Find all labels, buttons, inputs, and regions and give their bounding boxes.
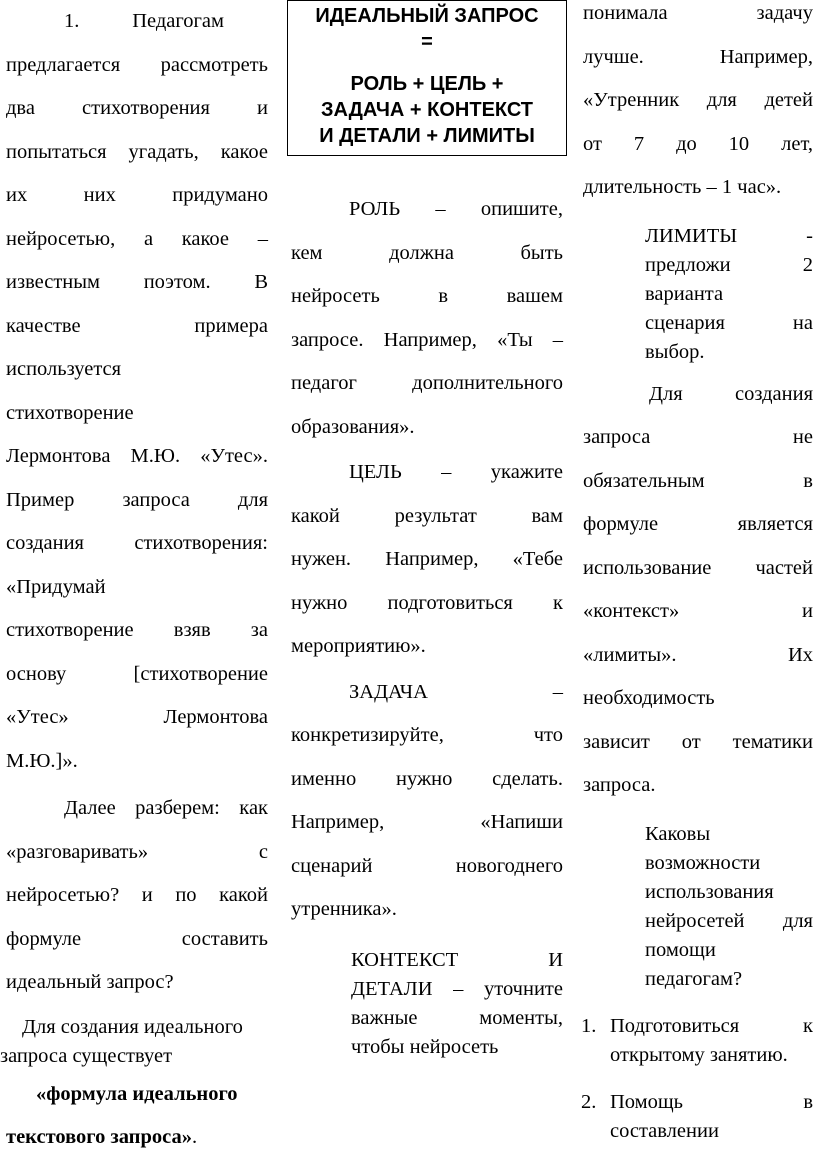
text-line: Подготовиться к [610,1014,813,1037]
text-line: Помощь в [610,1090,813,1113]
text-line: известным поэтом. В [6,271,268,293]
text-line: «Придумай [6,575,106,598]
text-line: возможности [645,851,761,874]
text-line: нейросетей для [645,909,813,932]
paragraph-formula-intro [0,1013,268,1071]
text-line: выбор. [645,340,705,363]
text-line: кем должна быть [291,241,563,264]
column-2 [291,0,563,1062]
text-line: качестве примера [6,314,268,337]
text-line: формуле является [583,513,813,535]
text-line: стихотворение взяв за [6,619,268,641]
text-line: педагог дополнительного [291,372,563,394]
text-line: помощи [645,938,716,961]
text-line: чтобы нейросеть [351,1035,499,1058]
text-line: Лермонтова М.Ю. «Утес». [6,445,268,467]
text-line: «Утес» Лермонтова [6,706,268,728]
text-line: утренника». [291,898,397,920]
paragraph-context-continued [583,0,813,210]
text-line: варианта [645,282,724,305]
text-line: Например, «Напиши [291,811,563,833]
text-line: именно нужно сделать. [291,767,563,790]
formula-line: И ДЕТАЛИ + ЛИМИТЫ [319,125,535,147]
text-line: «разговаривать» с [6,840,268,863]
column-3 [583,0,813,1146]
text-line: создания стихотворения: [6,532,268,554]
text-line: запроса. [583,774,656,796]
text-line: зависит от тематики [583,730,813,753]
text-line: запроса существует [0,1044,173,1067]
text-punct: . [192,1126,198,1148]
paragraph-role [291,188,563,449]
text-line: какой результат вам [291,504,563,527]
text-line: идеальный запрос? [6,971,174,993]
text-line: Для создания идеального [22,1015,243,1038]
bold-text: текстового запроса» [6,1126,192,1148]
text-line: М.Ю.]». [6,749,78,772]
text-line: РОЛЬ – опишите, [349,198,563,220]
text-line: использования [645,880,774,903]
paragraph-goal [291,451,563,669]
text-line: Каковы [645,822,711,845]
text-line: стихотворение [6,401,134,424]
formula-title: ИДЕАЛЬНЫЙ ЗАПРОС [315,5,539,27]
paragraph-context [291,946,563,1062]
paragraph-note [583,373,813,808]
paragraph-first-line [6,0,268,44]
text-line: ЦЕЛЬ – укажите [349,461,563,483]
text-line: Для создания [649,382,813,405]
text-line: нужно подготовиться к [291,591,563,614]
list-item [581,1012,813,1070]
text-line: лучше. Например, [583,45,813,68]
paragraph-question [583,820,813,994]
text-line: предложи 2 [645,253,813,276]
text-line: мероприятию». [291,635,426,657]
text-line: обязательным в [583,469,813,492]
text-line: используется [6,358,122,380]
text-line: составлении [610,1119,719,1142]
text-line: КОНТЕКСТ И [351,948,563,971]
text-line: два стихотворения и [6,97,268,119]
text-line: сценария на [645,311,813,334]
formula-equals: = [421,31,433,53]
text-line: ДЕТАЛИ – уточните [351,977,563,1000]
paragraph-task [291,671,563,932]
text-line: нейросеть в вашем [291,285,563,307]
text-line: Далее разберем: как [64,797,268,819]
paragraph-limits [583,222,813,367]
uses-list [581,1012,813,1146]
text-line: нужен. Например, «Тебе [291,548,563,570]
list-number: 1. [581,1014,597,1037]
text-line: Пример запроса для [6,488,268,511]
text-line: «лимиты». Их [583,643,813,666]
formula-box [287,0,567,156]
text-line: «Утренник для детей [583,89,813,111]
text-line: сценарий новогоднего [291,854,563,877]
text-line: ЗАДАЧА – [349,680,563,703]
text-line: длительность – 1 час». [583,176,782,198]
text-line: конкретизируйте, что [291,724,563,746]
first-word: Педагогам [132,10,224,32]
text-line: формуле составить [6,927,268,950]
text-line: предлагается рассмотреть [6,53,268,76]
text-line: использование частей [583,556,813,579]
text-line: образования». [291,415,415,438]
text-line: «контекст» и [583,600,813,622]
bold-text: «формула идеального [36,1082,238,1105]
formula-line: РОЛЬ + ЦЕЛЬ + [350,73,504,95]
text-line: запроса не [583,426,813,448]
paragraph-teachers [6,0,268,783]
paragraph-formula-name [6,1073,268,1160]
column-1 [0,0,268,1160]
text-line: запросе. Например, «Ты – [291,328,563,351]
formula-line: ЗАДАЧА + КОНТЕКСТ [320,99,534,121]
text-line: нейросетью, а какое – [6,227,268,250]
list-number: 2. [581,1090,597,1113]
text-line: педагогам? [645,967,743,990]
text-line: открытому занятию. [610,1043,788,1066]
list-item [581,1088,813,1146]
text-line: основу [стихотворение [6,662,268,685]
text-line: необходимость [583,687,715,709]
text-line: их них придумано [6,184,268,206]
text-line: ЛИМИТЫ - [645,224,813,247]
text-line: от 7 до 10 лет, [583,132,813,155]
text-line: нейросетью? и по какой [6,884,268,906]
text-line: попытаться угадать, какое [6,140,268,163]
text-line: важные моменты, [351,1006,563,1029]
list-number: 1. [64,10,80,32]
paragraph-how-to-talk [6,787,268,1005]
text-line: понимала задачу [583,2,813,24]
